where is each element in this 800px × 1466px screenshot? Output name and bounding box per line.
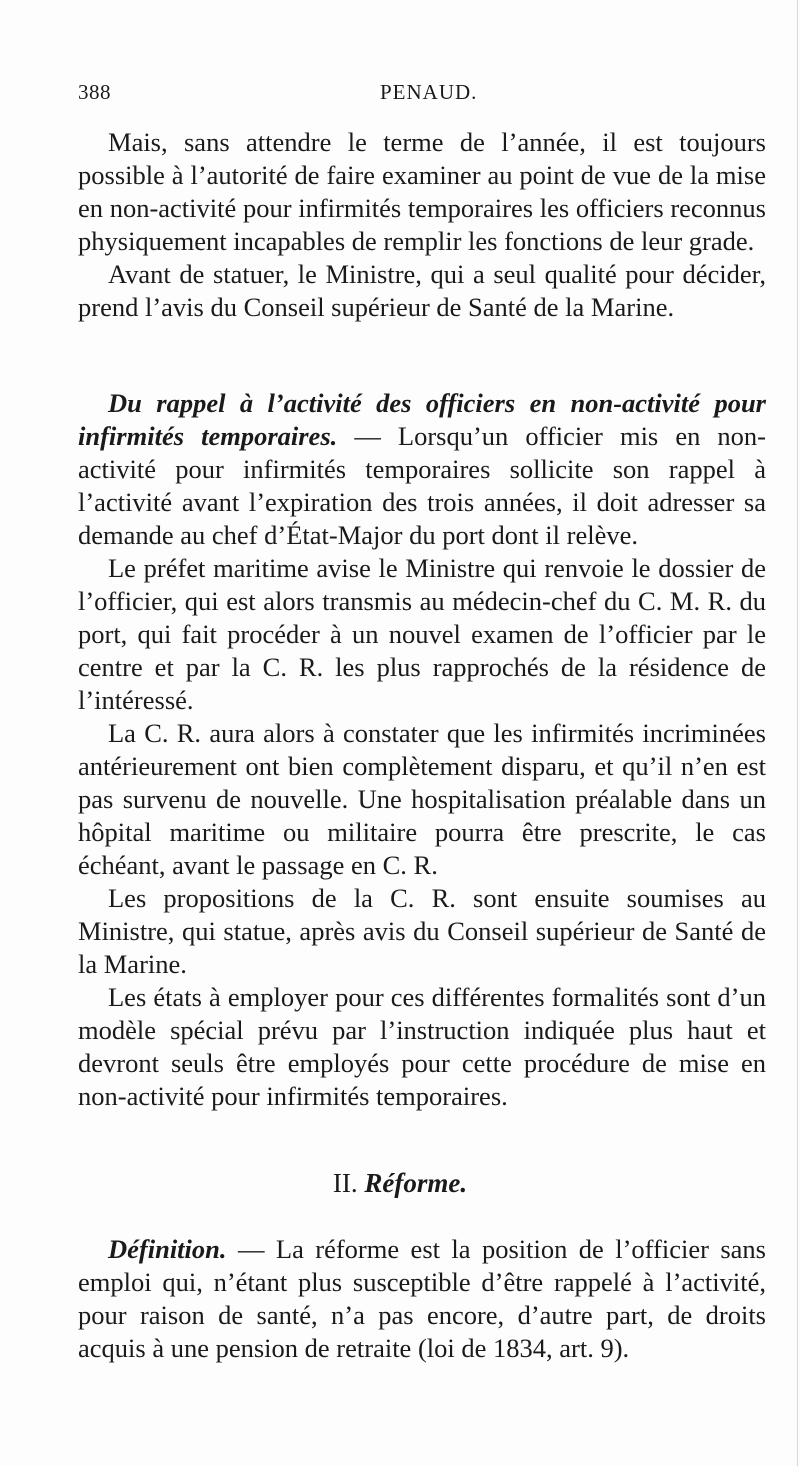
paragraph-with-subhead	[78, 1233, 766, 1365]
paragraph-block-nonactivite	[78, 126, 766, 324]
run-in-subhead: Définition.	[108, 1234, 227, 1264]
paragraph-block-reforme	[78, 1233, 766, 1365]
run-in-subhead: Du rappel à l’activité des officiers en non-activité pour infirmités temporaires.	[78, 388, 766, 451]
paragraph: Les propositions de la C. R. sont ensuite soumises au Ministre, qui statue, après avis du Conseil supérieur de Santé de la Marine.	[78, 883, 766, 979]
paragraph: Les états à employer pour ces différentes formalités sont d’un modèle spécial prévu par l’instruction indiquée plus haut et devront seuls être employés pour cette procédure de mise en non-activité pour infirmités temporaires.	[78, 982, 766, 1111]
section-title: Réforme.	[364, 1168, 468, 1198]
paragraph: Avant de statuer, le Ministre, qui a seul qualité pour décider, prend l’avis du Conseil supérieur de Santé de la Marine.	[78, 259, 766, 322]
paragraph-block-rappel	[78, 387, 766, 1113]
page-edge-divider	[797, 0, 798, 1466]
section-heading	[0, 1168, 800, 1199]
paragraph-with-subhead	[78, 387, 766, 552]
page-number: 388	[78, 80, 111, 104]
section-number: II.	[332, 1168, 358, 1198]
paragraph: La C. R. aura alors à constater que les infirmités incriminées antérieurement ont bien complètement disparu, et qu’il n’en est pas survenu de nouvelle. Une hospitalisation préalable dans un hôpital maritime ou militaire pourra être prescrite, le cas échéant, avant le passage en C. R.	[78, 718, 766, 880]
running-head: PENAUD.	[380, 80, 478, 104]
paragraph: Le préfet maritime avise le Ministre qui renvoie le dossier de l’officier, qui est alors transmis au médecin-chef du C. M. R. du port, qui fait procéder à un nouvel examen de l’officier par le centre et par la C. R. les plus rapprochés de la résidence de l’intéressé.	[78, 553, 766, 715]
paragraph: Mais, sans attendre le terme de l’année, il est toujours possible à l’autorité de faire examiner au point de vue de la mise en non-activité pour infirmités temporaires les officiers reconnus physiquement incapables de remplir les fonctions de leur grade.	[78, 127, 766, 256]
paragraph-text: — La réforme est la position de l’officier sans emploi qui, n’étant plus susceptible d’être rappelé à l’activité, pour raison de santé, n’a pas encore, d’autre part, de droits acquis à une pension de retraite (loi de 1834, art. 9).	[78, 1234, 766, 1363]
paragraph-text: — Lorsqu’un officier mis en non-activité pour infirmités temporaires sollicite son rappel à l’activité avant l’expiration des trois années, il doit adresser sa demande au chef d’État-Major du port dont il relève.	[78, 421, 766, 550]
page-header	[78, 80, 788, 120]
